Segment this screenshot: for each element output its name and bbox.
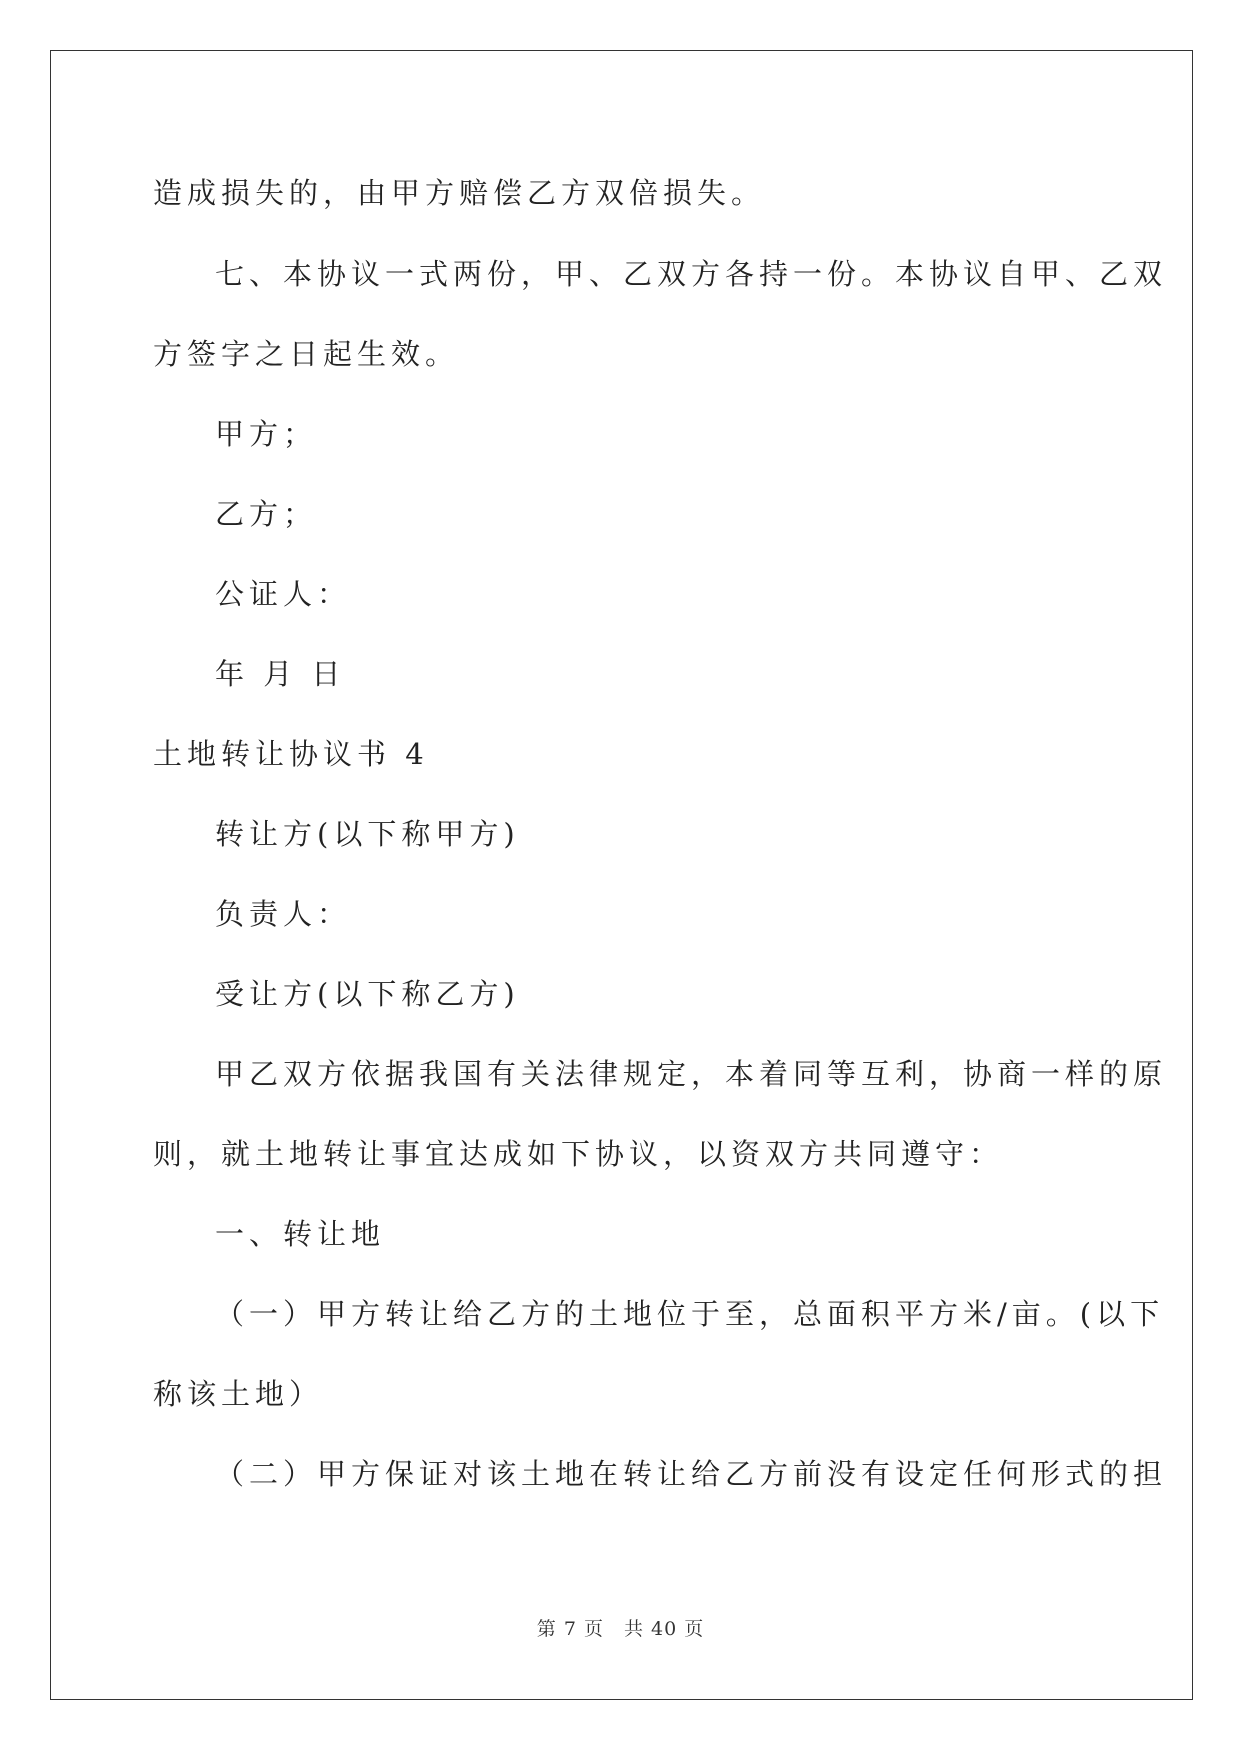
paragraph-line: 负责人： — [215, 897, 352, 931]
page-border — [50, 50, 1193, 1700]
paragraph-line: 称该土地） — [153, 1377, 324, 1411]
paragraph-line: （二）甲方保证对该土地在转让给乙方前没有设定任何形式的担 — [215, 1457, 1168, 1491]
paragraph-line: 受让方(以下称乙方) — [215, 977, 520, 1011]
paragraph-line: 一、转让地 — [215, 1217, 386, 1251]
signature-date: 年 月 日 — [215, 657, 346, 691]
paragraph-line: 转让方(以下称甲方) — [215, 817, 520, 851]
section-title: 土地转让协议书 4 — [153, 737, 429, 771]
signature-party-a: 甲方； — [215, 417, 318, 451]
paragraph-line: （一）甲方转让给乙方的土地位于至，总面积平方米/亩。(以下 — [215, 1297, 1165, 1331]
signature-notary: 公证人： — [215, 577, 352, 611]
paragraph-line: 造成损失的，由甲方赔偿乙方双倍损失。 — [153, 176, 766, 210]
page-footer: 第 7 页 共 40 页 — [536, 1618, 705, 1640]
paragraph-line: 方签字之日起生效。 — [153, 337, 460, 371]
paragraph-line: 七、本协议一式两份，甲、乙双方各持一份。本协议自甲、乙双 — [215, 257, 1168, 291]
paragraph-line: 则，就土地转让事宜达成如下协议，以资双方共同遵守： — [153, 1137, 1004, 1171]
signature-party-b: 乙方； — [215, 497, 318, 531]
paragraph-line: 甲乙双方依据我国有关法律规定，本着同等互利，协商一样的原 — [215, 1057, 1168, 1091]
